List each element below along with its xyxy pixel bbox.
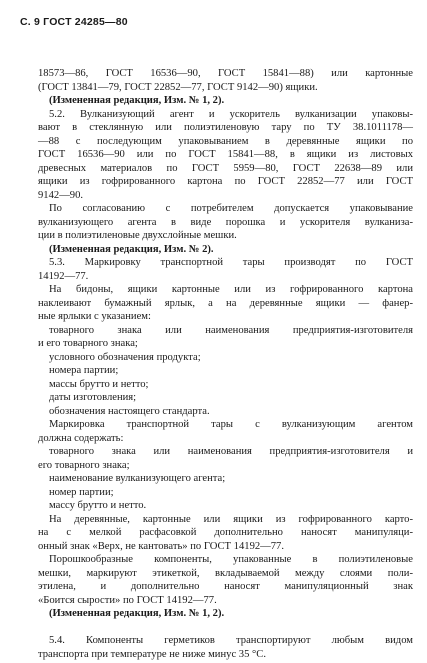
text-line: 18573—86, ГОСТ 16536—90, ГОСТ 15841—88) или картонные (38, 68, 413, 79)
text-line: По согласованию с потребителем допускается упаковывание (49, 203, 413, 214)
text-line: наименование вулканизующего агента; (49, 473, 226, 484)
text-line: (Измененная редакция, Изм. № 2). (49, 243, 214, 255)
text-line: вают в стеклянную или полиэтиленовую тару по ТУ 38.1011178— (38, 122, 413, 133)
text-line: (ГОСТ 13841—79, ГОСТ 22852—77, ГОСТ 9142—90) ящики. (38, 81, 318, 93)
text-line: и его товарного знака; (38, 338, 138, 349)
text-line: вулканизующего агента в виде порошка и ускорителя вулканиза- (38, 216, 413, 228)
text-line: 5.4. Компоненты герметиков транспортируют любым видом (49, 635, 413, 646)
text-line: товарного знака или наименования предприятия-изготовителя (49, 324, 413, 336)
text-line: номера партии; (49, 365, 119, 376)
text-line: номер партии; (49, 486, 114, 498)
text-line: 14192—77. (38, 270, 89, 282)
text-line: на с мелкой расфасовкой дополнительно наносят манипуляци- (38, 527, 413, 538)
text-line: 5.3. Маркировку транспортной тары производят по ГОСТ (49, 257, 413, 268)
text-line: Порошкообразные компоненты, упакованные в полиэтиленовые (49, 554, 413, 565)
page-header: С. 9 ГОСТ 24285—80 (20, 16, 128, 28)
text-line: ные ярлыки с указанием: (38, 311, 151, 322)
text-line: этилена, и дополнительно наносят манипуляционный знак (38, 581, 413, 592)
text-line: массу брутто и нетто. (49, 500, 147, 511)
text-line: ящики из гофрированного картона по ГОСТ 22852—77 или ГОСТ (38, 176, 413, 187)
text-line: ГОСТ 16536—90 или по ГОСТ 15841—88, в ящики из листовых (38, 149, 413, 160)
text-line: Маркировка транспортной тары с вулканизующим агентом (49, 419, 413, 430)
text-line: наклеивают бумажный ярлык, а на деревянные ящики — фанер- (38, 297, 413, 309)
text-line: (Измененная редакция, Изм. № 1, 2). (49, 608, 225, 619)
text-line: древесных материалов по ГОСТ 5959—80, ГОСТ 22638—89 или (38, 162, 413, 174)
text-line: должна содержать: (38, 432, 124, 444)
text-line: 9142—90. (38, 189, 84, 201)
text-line: «Боится сырости» по ГОСТ 14192—77. (38, 594, 217, 606)
text-line: транспорта при температуре не ниже минус 35 °С. (38, 648, 266, 660)
text-line: онный знак «Верх, не кантовать» по ГОСТ 14192—77. (38, 540, 284, 552)
document-body (38, 67, 413, 661)
text-line: его товарного знака; (38, 459, 130, 471)
text-line: обозначения настоящего стандарта. (49, 405, 210, 417)
text-line: На бидоны, ящики картонные или из гофрированного картона (49, 284, 413, 295)
text-line: ции в полиэтиленовые двухслойные мешки. (38, 230, 237, 241)
text-line: На деревянные, картонные или ящики из гофрированного карто- (49, 513, 413, 525)
text-line: товарного знака или наименования предприятия-изготовителя и (49, 446, 413, 457)
text-line: 5.2. Вулканизующий агент и ускоритель вулканизации упаковы- (49, 108, 413, 120)
text-line: —88 с последующим упаковыванием в деревянные ящики по (38, 135, 413, 147)
text-line: даты изготовления; (49, 392, 137, 403)
text-line: массы брутто и нетто; (49, 378, 149, 390)
text-line: (Измененная редакция, Изм. № 1, 2). (49, 95, 225, 106)
text-line: мешки, маркируют этикеткой, вкладываемой между слоями поли- (38, 567, 413, 579)
text-line (38, 621, 413, 635)
text-line: условного обозначения продукта; (49, 351, 201, 363)
